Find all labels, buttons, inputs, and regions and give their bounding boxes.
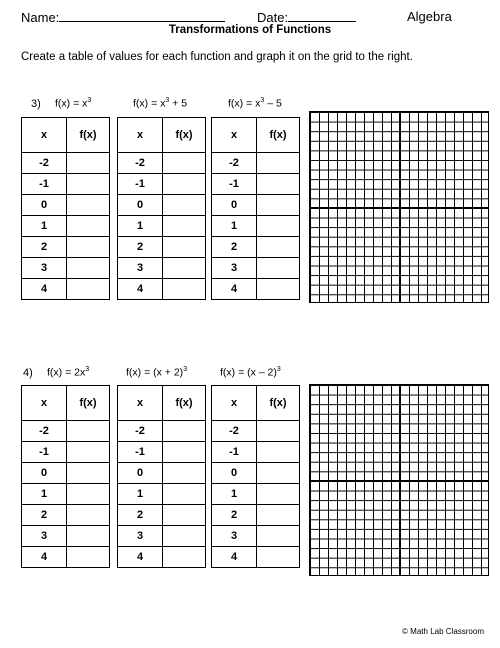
function-label: f(x) = (x – 2)$^3$ bbox=[220, 366, 281, 379]
table-row bbox=[118, 195, 206, 216]
table-row bbox=[118, 153, 206, 174]
value-table bbox=[117, 385, 206, 568]
fx-answer-cell[interactable] bbox=[257, 526, 300, 547]
fx-answer-cell[interactable] bbox=[67, 195, 110, 216]
y-axis bbox=[399, 112, 401, 302]
fx-answer-cell[interactable] bbox=[163, 484, 206, 505]
table-row bbox=[22, 505, 110, 526]
table-row bbox=[22, 174, 110, 195]
table-row bbox=[118, 279, 206, 300]
x-value-cell: 4 bbox=[22, 547, 67, 568]
column-header-fx: f(x) bbox=[67, 386, 110, 421]
name-blank[interactable] bbox=[59, 9, 225, 22]
fx-answer-cell[interactable] bbox=[257, 463, 300, 484]
fx-answer-cell[interactable] bbox=[67, 279, 110, 300]
x-value-cell: 1 bbox=[22, 484, 67, 505]
table-row bbox=[118, 442, 206, 463]
fx-answer-cell[interactable] bbox=[257, 237, 300, 258]
table-row bbox=[212, 505, 300, 526]
x-value-cell: 1 bbox=[212, 216, 257, 237]
value-table bbox=[211, 385, 300, 568]
function-label: $f(x) = x^3 - 5$ bbox=[228, 97, 282, 110]
function-label: $f(x) = (x + 2)^3$ bbox=[126, 366, 188, 379]
table-row bbox=[22, 195, 110, 216]
fx-answer-cell[interactable] bbox=[163, 237, 206, 258]
table-row bbox=[22, 237, 110, 258]
x-value-cell: -2 bbox=[22, 153, 67, 174]
x-value-cell: 2 bbox=[22, 505, 67, 526]
fx-answer-cell[interactable] bbox=[257, 442, 300, 463]
fx-answer-cell[interactable] bbox=[257, 421, 300, 442]
date-field bbox=[257, 9, 356, 25]
value-table bbox=[211, 117, 300, 300]
fx-answer-cell[interactable] bbox=[163, 174, 206, 195]
x-value-cell: 4 bbox=[212, 547, 257, 568]
fx-answer-cell[interactable] bbox=[67, 258, 110, 279]
x-value-cell: 1 bbox=[118, 484, 163, 505]
x-value-cell: -1 bbox=[22, 442, 67, 463]
course-label: Algebra bbox=[407, 9, 452, 24]
table-row bbox=[118, 526, 206, 547]
fx-answer-cell[interactable] bbox=[67, 526, 110, 547]
fx-answer-cell[interactable] bbox=[67, 442, 110, 463]
problem-number: 4) bbox=[23, 367, 33, 379]
table-row bbox=[212, 195, 300, 216]
instructions: Create a table of values for each function and graph it on the grid to the right. bbox=[21, 51, 413, 63]
table-row bbox=[22, 258, 110, 279]
x-value-cell: 3 bbox=[22, 526, 67, 547]
x-value-cell: 3 bbox=[22, 258, 67, 279]
table-row bbox=[118, 463, 206, 484]
fx-answer-cell[interactable] bbox=[67, 547, 110, 568]
fx-answer-cell[interactable] bbox=[67, 216, 110, 237]
column-header-fx: f(x) bbox=[163, 386, 206, 421]
table-row bbox=[118, 421, 206, 442]
column-header-x: x bbox=[212, 386, 257, 421]
x-value-cell: 3 bbox=[212, 258, 257, 279]
x-value-cell: 2 bbox=[212, 237, 257, 258]
column-header-x: x bbox=[118, 386, 163, 421]
problem-number: 3) bbox=[31, 98, 41, 110]
x-value-cell: 4 bbox=[22, 279, 67, 300]
table-row bbox=[22, 442, 110, 463]
x-value-cell: 2 bbox=[118, 505, 163, 526]
fx-answer-cell[interactable] bbox=[257, 258, 300, 279]
x-value-cell: 2 bbox=[212, 505, 257, 526]
x-value-cell: 1 bbox=[118, 216, 163, 237]
table-row bbox=[212, 258, 300, 279]
x-value-cell: 0 bbox=[22, 195, 67, 216]
fx-answer-cell[interactable] bbox=[163, 421, 206, 442]
table-row bbox=[118, 547, 206, 568]
function-label: $f(x) = x^3 + 5$ bbox=[133, 97, 188, 110]
x-value-cell: -1 bbox=[22, 174, 67, 195]
value-table bbox=[21, 385, 110, 568]
fx-answer-cell[interactable] bbox=[163, 195, 206, 216]
fx-answer-cell[interactable] bbox=[163, 153, 206, 174]
x-value-cell: -2 bbox=[118, 421, 163, 442]
fx-answer-cell[interactable] bbox=[163, 526, 206, 547]
table-row bbox=[22, 484, 110, 505]
fx-answer-cell[interactable] bbox=[163, 442, 206, 463]
fx-answer-cell[interactable] bbox=[257, 547, 300, 568]
fx-answer-cell[interactable] bbox=[67, 174, 110, 195]
fx-answer-cell[interactable] bbox=[163, 279, 206, 300]
column-header-fx: f(x) bbox=[163, 118, 206, 153]
table-row bbox=[212, 153, 300, 174]
table-row bbox=[212, 237, 300, 258]
fx-answer-cell[interactable] bbox=[163, 216, 206, 237]
table-row bbox=[212, 526, 300, 547]
fx-answer-cell[interactable] bbox=[257, 195, 300, 216]
x-value-cell: 1 bbox=[22, 216, 67, 237]
column-header-x: x bbox=[22, 118, 67, 153]
table-row bbox=[212, 174, 300, 195]
x-value-cell: -2 bbox=[212, 421, 257, 442]
table-row bbox=[22, 279, 110, 300]
x-value-cell: 3 bbox=[212, 526, 257, 547]
value-table bbox=[21, 117, 110, 300]
fx-answer-cell[interactable] bbox=[257, 279, 300, 300]
fx-answer-cell[interactable] bbox=[67, 237, 110, 258]
fx-answer-cell[interactable] bbox=[163, 505, 206, 526]
name-label: Name: bbox=[21, 10, 60, 25]
table-row bbox=[118, 237, 206, 258]
fx-answer-cell[interactable] bbox=[257, 174, 300, 195]
table-row bbox=[118, 216, 206, 237]
column-header-x: x bbox=[212, 118, 257, 153]
y-axis bbox=[399, 385, 401, 575]
function-label: $f(x) = 2x^3$ bbox=[47, 366, 90, 379]
table-row bbox=[22, 216, 110, 237]
x-value-cell: -1 bbox=[212, 174, 257, 195]
table-row bbox=[22, 547, 110, 568]
table-row bbox=[212, 463, 300, 484]
column-header-fx: f(x) bbox=[257, 386, 300, 421]
date-blank[interactable] bbox=[288, 9, 356, 22]
fx-answer-cell[interactable] bbox=[67, 463, 110, 484]
table-row bbox=[22, 153, 110, 174]
column-header-x: x bbox=[118, 118, 163, 153]
fx-answer-cell[interactable] bbox=[67, 421, 110, 442]
column-header-fx: f(x) bbox=[257, 118, 300, 153]
fx-answer-cell[interactable] bbox=[163, 547, 206, 568]
x-value-cell: 0 bbox=[212, 463, 257, 484]
table-row bbox=[212, 547, 300, 568]
fx-answer-cell[interactable] bbox=[67, 153, 110, 174]
graph-grid[interactable] bbox=[309, 111, 489, 303]
table-row bbox=[22, 421, 110, 442]
x-value-cell: 0 bbox=[118, 463, 163, 484]
table-row bbox=[118, 258, 206, 279]
fx-answer-cell[interactable] bbox=[163, 463, 206, 484]
x-value-cell: 0 bbox=[212, 195, 257, 216]
table-row bbox=[212, 216, 300, 237]
x-value-cell: 2 bbox=[22, 237, 67, 258]
table-row bbox=[118, 174, 206, 195]
copyright: © Math Lab Classroom bbox=[402, 627, 484, 636]
table-row bbox=[118, 484, 206, 505]
x-value-cell: 0 bbox=[118, 195, 163, 216]
table-row bbox=[118, 505, 206, 526]
column-header-fx: f(x) bbox=[67, 118, 110, 153]
value-table bbox=[117, 117, 206, 300]
fx-answer-cell[interactable] bbox=[257, 153, 300, 174]
x-value-cell: -2 bbox=[22, 421, 67, 442]
x-value-cell: 2 bbox=[118, 237, 163, 258]
x-value-cell: -1 bbox=[212, 442, 257, 463]
function-label: $f(x) = x^3$ bbox=[55, 97, 92, 110]
x-value-cell: 3 bbox=[118, 258, 163, 279]
table-row bbox=[212, 484, 300, 505]
date-label: Date: bbox=[257, 10, 289, 25]
fx-answer-cell[interactable] bbox=[257, 216, 300, 237]
x-value-cell: 4 bbox=[118, 547, 163, 568]
fx-answer-cell[interactable] bbox=[257, 505, 300, 526]
x-value-cell: 3 bbox=[118, 526, 163, 547]
worksheet-title: Transformations of Functions bbox=[168, 24, 332, 36]
x-value-cell: 4 bbox=[212, 279, 257, 300]
fx-answer-cell[interactable] bbox=[163, 258, 206, 279]
fx-answer-cell[interactable] bbox=[67, 484, 110, 505]
name-field bbox=[21, 9, 225, 25]
x-value-cell: 0 bbox=[22, 463, 67, 484]
fx-answer-cell[interactable] bbox=[257, 484, 300, 505]
x-value-cell: 4 bbox=[118, 279, 163, 300]
x-value-cell: -1 bbox=[118, 174, 163, 195]
x-value-cell: -1 bbox=[118, 442, 163, 463]
column-header-x: x bbox=[22, 386, 67, 421]
table-row bbox=[22, 463, 110, 484]
table-row bbox=[212, 279, 300, 300]
fx-answer-cell[interactable] bbox=[67, 505, 110, 526]
x-value-cell: -2 bbox=[212, 153, 257, 174]
x-value-cell: 1 bbox=[212, 484, 257, 505]
table-row bbox=[22, 526, 110, 547]
graph-grid[interactable] bbox=[309, 384, 489, 576]
x-value-cell: -2 bbox=[118, 153, 163, 174]
table-row bbox=[212, 442, 300, 463]
table-row bbox=[212, 421, 300, 442]
